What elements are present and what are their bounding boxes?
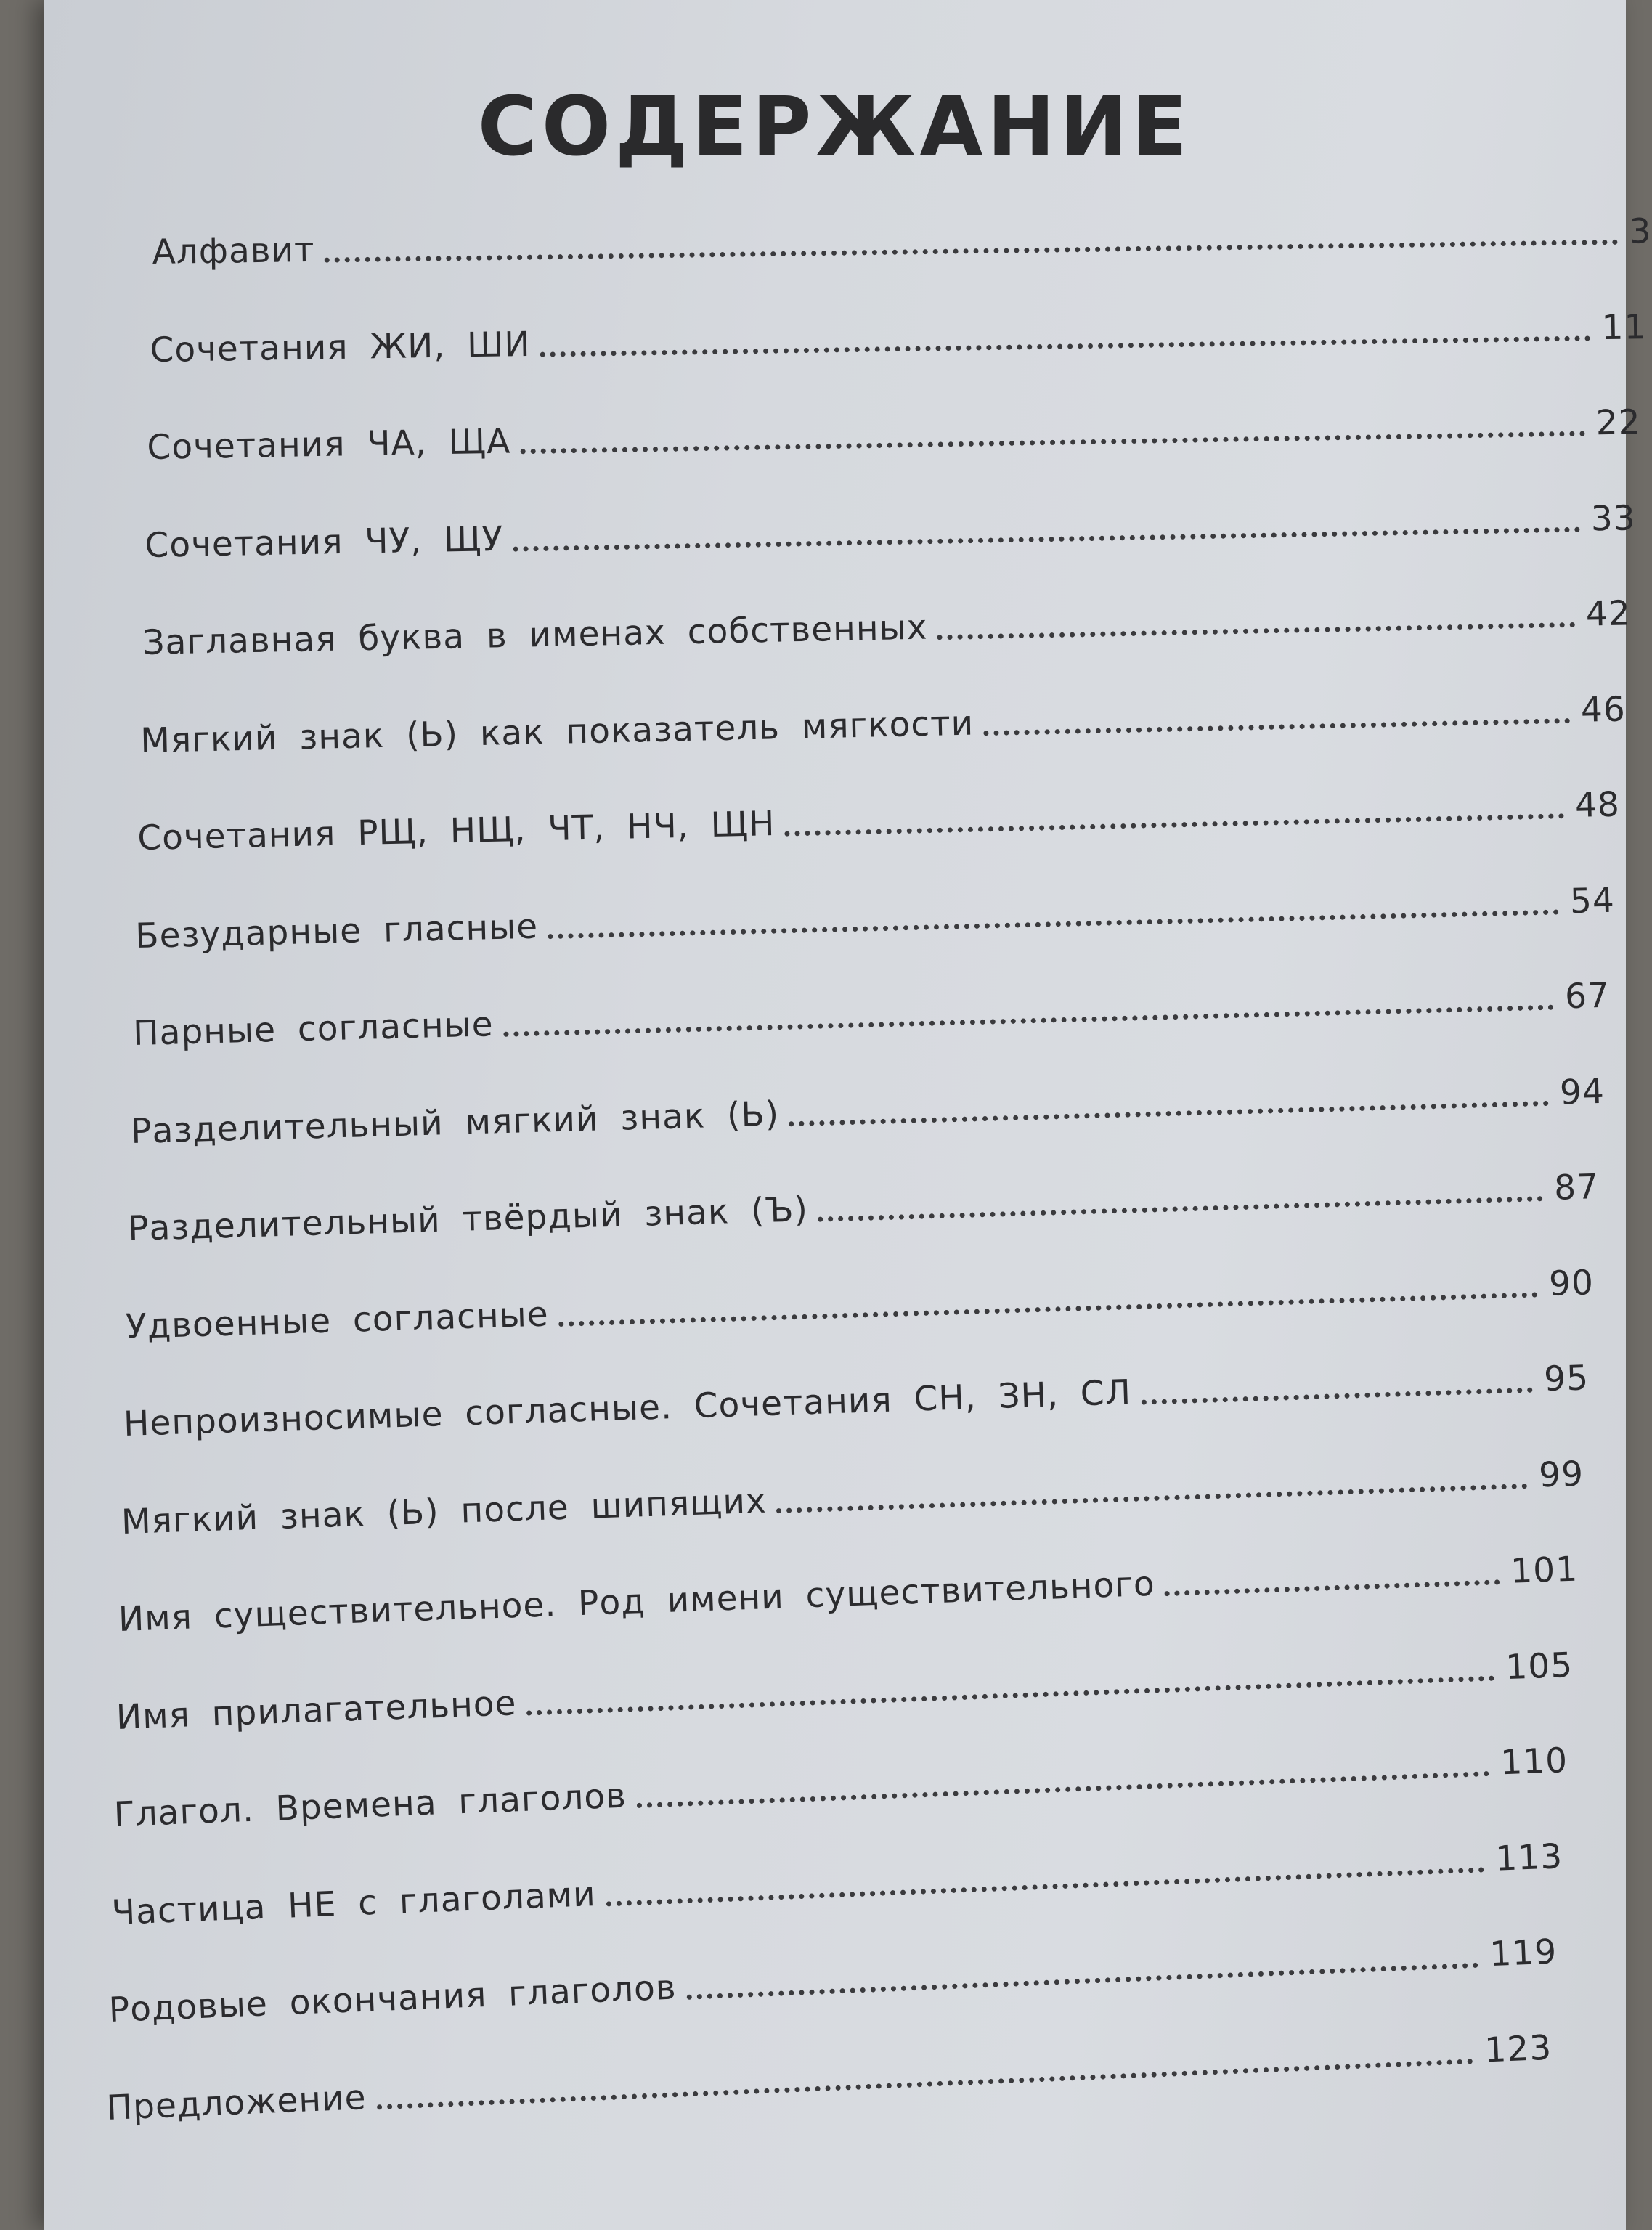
toc-dot-leader bbox=[324, 240, 1619, 263]
toc-entry-label: Глагол. Времена глаголов bbox=[113, 1775, 627, 1835]
toc-entry-label: Имя прилагательное bbox=[115, 1682, 518, 1738]
toc-dot-leader bbox=[548, 909, 1560, 939]
toc-entry-page: 90 bbox=[1548, 1262, 1595, 1304]
toc-entry-label: Парные согласные bbox=[132, 1004, 495, 1054]
toc-entry bbox=[139, 664, 1626, 761]
toc-entry bbox=[124, 1237, 1595, 1347]
toc-entry-page: 54 bbox=[1569, 880, 1616, 921]
toc-entry bbox=[149, 282, 1646, 370]
toc-entry bbox=[142, 568, 1631, 663]
toc-entry-page: 123 bbox=[1484, 2027, 1553, 2070]
toc-dot-leader bbox=[687, 1963, 1479, 2000]
toc-entry bbox=[120, 1428, 1584, 1542]
toc-entry bbox=[134, 855, 1616, 956]
toc-entry-page: 119 bbox=[1489, 1932, 1558, 1975]
toc-entry-page: 94 bbox=[1558, 1071, 1606, 1112]
toc-entry-page: 67 bbox=[1564, 975, 1611, 1017]
toc-entry-label: Сочетания ЖИ, ШИ bbox=[149, 324, 531, 370]
toc-entry-label: Сочетания ЧУ, ЩУ bbox=[145, 518, 504, 566]
toc-entry bbox=[147, 377, 1642, 468]
toc-entry-label: Сочетания ЧА, ЩА bbox=[147, 421, 512, 468]
toc-entry-page: 87 bbox=[1553, 1166, 1600, 1208]
toc-entry-label: Безударные гласные bbox=[134, 906, 539, 956]
toc-dot-leader bbox=[789, 1100, 1549, 1126]
toc-entry bbox=[117, 1524, 1579, 1640]
toc-entry bbox=[127, 1142, 1600, 1249]
toc-entry bbox=[129, 1046, 1605, 1151]
toc-entry-page: 33 bbox=[1590, 497, 1637, 539]
toc-entry-label: Заглавная буква в именах собственных bbox=[142, 607, 928, 663]
toc-dot-leader bbox=[526, 1675, 1494, 1715]
toc-dot-leader bbox=[606, 1867, 1484, 1906]
toc-dot-leader bbox=[636, 1771, 1489, 1808]
toc-entry-label: Мягкий знак (Ь) после шипящих bbox=[120, 1481, 768, 1542]
toc-entry-page: 99 bbox=[1537, 1453, 1584, 1495]
toc-dot-leader bbox=[937, 622, 1575, 640]
toc-entry-label: Разделительный мягкий знак (Ь) bbox=[130, 1094, 780, 1152]
toc-entry-page: 46 bbox=[1580, 688, 1626, 731]
toc-entry-label: Частица НЕ с глаголами bbox=[110, 1873, 597, 1933]
toc-entry-label: Разделительный твёрдый знак (Ъ) bbox=[127, 1189, 810, 1249]
toc-entry bbox=[145, 473, 1637, 566]
toc-entry-label: Удвоенные согласные bbox=[125, 1293, 550, 1347]
toc-entry bbox=[152, 186, 1652, 272]
page-title: СОДЕРЖАНИЕ bbox=[477, 80, 1192, 174]
toc-entry-page: 105 bbox=[1505, 1645, 1574, 1688]
toc-entry-page: 110 bbox=[1500, 1740, 1568, 1783]
toc-dot-leader bbox=[558, 1292, 1538, 1327]
toc-dot-leader bbox=[377, 2059, 1473, 2109]
toc-entry-label: Имя существительное. Род имени существительного bbox=[118, 1563, 1156, 1640]
toc-entry-page: 42 bbox=[1585, 593, 1632, 635]
toc-entry-page: 22 bbox=[1595, 402, 1642, 444]
toc-entry bbox=[112, 1715, 1568, 1835]
toc-entry bbox=[132, 951, 1611, 1054]
toc-dot-leader bbox=[513, 526, 1580, 551]
toc-dot-leader bbox=[818, 1196, 1544, 1222]
toc-dot-leader bbox=[983, 718, 1570, 736]
toc-entry-page: 3 bbox=[1629, 211, 1652, 252]
toc-entry-page: 11 bbox=[1600, 306, 1647, 348]
toc-entry-label: Алфавит bbox=[152, 229, 315, 272]
toc-entry-label: Сочетания РЩ, НЩ, ЧТ, НЧ, ЩН bbox=[137, 804, 776, 858]
toc-dot-leader bbox=[785, 813, 1565, 836]
toc-entry-page: 101 bbox=[1510, 1549, 1579, 1592]
toc-dot-leader bbox=[503, 1005, 1554, 1037]
toc-entry-page: 113 bbox=[1494, 1836, 1563, 1879]
toc-entry bbox=[137, 760, 1620, 858]
toc-dot-leader bbox=[521, 431, 1586, 455]
toc-entry-label: Предложение bbox=[105, 2077, 367, 2128]
toc-entry bbox=[122, 1332, 1590, 1444]
book-page bbox=[44, 0, 1652, 2230]
toc-entry-label: Мягкий знак (Ь) как показатель мягкости bbox=[139, 703, 974, 761]
toc-dot-leader bbox=[1165, 1579, 1500, 1596]
toc-dot-leader bbox=[776, 1483, 1528, 1513]
toc-dot-leader bbox=[540, 335, 1591, 357]
toc-entry-page: 48 bbox=[1574, 784, 1621, 826]
toc-entry-label: Непроизносимые согласные. Сочетания СН, ЗН, СЛ bbox=[123, 1372, 1132, 1444]
toc-entry bbox=[115, 1619, 1574, 1737]
toc-entry-page: 95 bbox=[1543, 1358, 1590, 1400]
toc-entry-label: Родовые окончания глаголов bbox=[108, 1967, 678, 2030]
toc-dot-leader bbox=[1141, 1388, 1533, 1405]
